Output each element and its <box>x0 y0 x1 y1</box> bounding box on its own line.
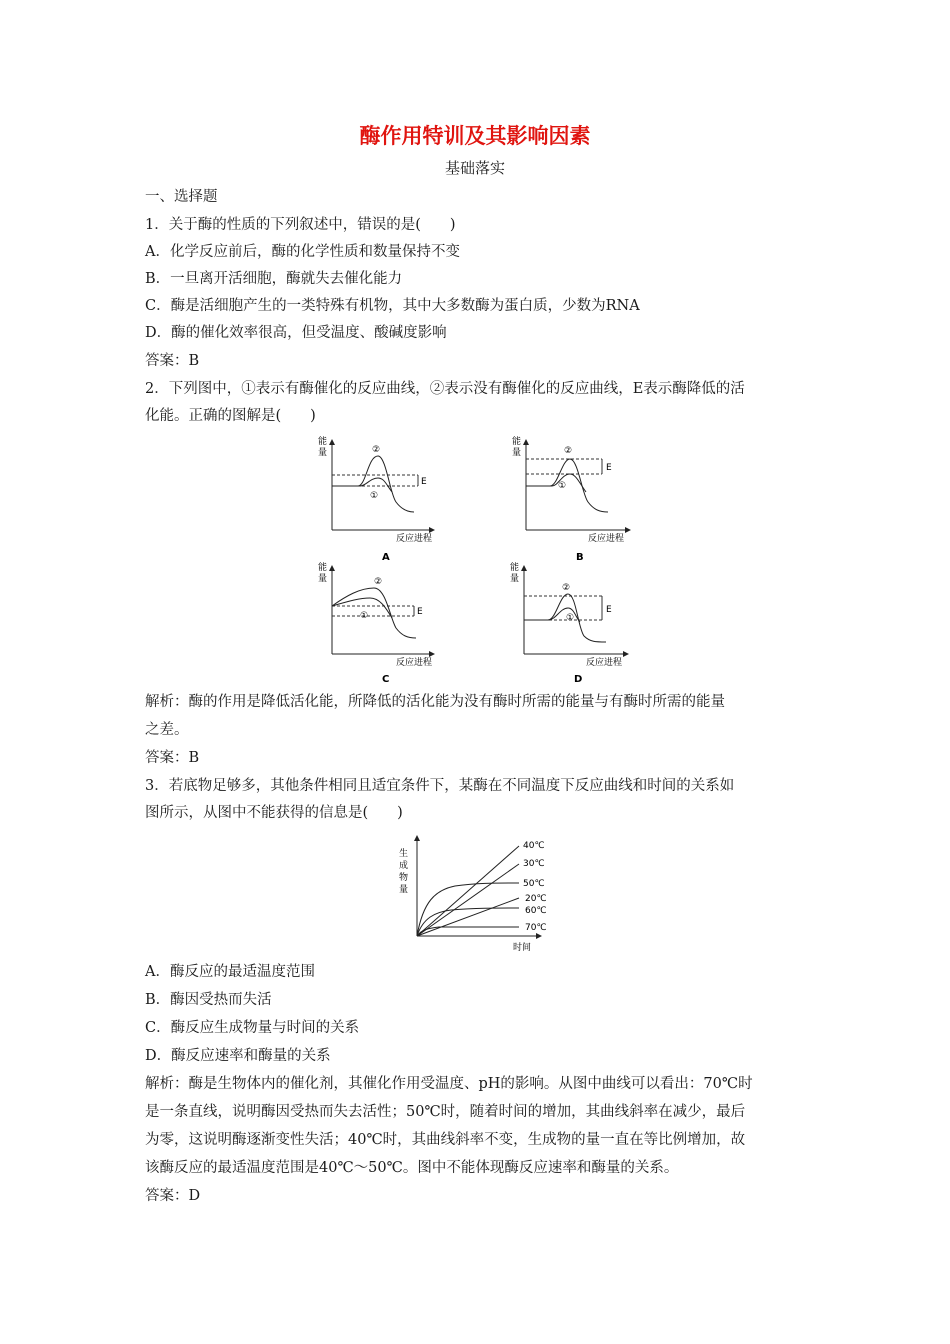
e-label: E <box>606 605 612 615</box>
panel-a-caption: A <box>382 552 390 563</box>
x-label: 反应进程 <box>586 658 623 668</box>
q3-analysis-line2: 是一条直线，说明酶因受热而失去活性；50℃时，随着时间的增加，其曲线斜率在减少，最后 <box>145 1104 746 1120</box>
q1-option-a: A．化学反应前后，酶的化学性质和数量保持不变 <box>145 244 460 260</box>
q2-analysis-line2: 之差。 <box>145 722 189 738</box>
panel-b <box>512 435 630 563</box>
q3-analysis-line3: 为零，这说明酶逐渐变性失活；40℃时，其曲线斜率不变，生成物的量一直在等比例增加，故 <box>145 1132 746 1148</box>
panel-a <box>318 435 434 563</box>
x-label: 反应进程 <box>396 658 433 668</box>
y-label-bottom: 量 <box>318 574 328 584</box>
q3-option-c: C．酶反应生成物量与时间的关系 <box>145 1020 360 1036</box>
q3-option-a: A．酶反应的最适温度范围 <box>145 964 315 980</box>
y-label-top: 能 <box>510 563 520 573</box>
x-label: 时间 <box>513 943 532 953</box>
y-label-bottom: 量 <box>318 448 328 458</box>
q1-option-b: B．一旦离开活细胞，酶就失去催化能力 <box>145 271 403 287</box>
panel-d <box>510 561 628 684</box>
q1-answer: 答案：B <box>145 353 200 369</box>
series-label-70c: 70℃ <box>525 923 547 933</box>
y-label-char: 物 <box>399 873 409 883</box>
q2-stem-line2: 化能。正确的图解是( ) <box>145 408 316 424</box>
q3-option-d: D．酶反应速率和酶量的关系 <box>145 1048 331 1064</box>
series-30c <box>417 864 519 936</box>
q2-answer: 答案：B <box>145 750 200 766</box>
curve-2-label: ② <box>564 446 573 456</box>
y-label-char: 生 <box>399 849 409 859</box>
y-label-char: 成 <box>399 861 409 871</box>
curve-1-label: ① <box>566 613 575 623</box>
q2-figure <box>300 432 640 684</box>
y-label-char: 量 <box>399 885 409 895</box>
y-label-top: 能 <box>512 437 522 447</box>
panel-b-caption: B <box>576 552 584 563</box>
q2-stem-line1: 2．下列图中，①表示有酶催化的反应曲线，②表示没有酶催化的反应曲线，E表示酶降低的活 <box>145 381 745 397</box>
e-label: E <box>417 607 423 617</box>
series-40c <box>417 846 519 936</box>
series-label-20c: 20℃ <box>525 894 547 904</box>
series-label-60c: 60℃ <box>525 906 547 916</box>
series-20c <box>417 898 519 936</box>
curve-2-label: ② <box>562 583 571 593</box>
q2-analysis-line1: 解析：酶的作用是降低活化能，所降低的活化能为没有酶时所需的能量与有酶时所需的能量 <box>145 694 725 710</box>
page-subtitle: 基础落实 <box>444 159 505 177</box>
x-label: 反应进程 <box>396 534 433 544</box>
q1-option-d: D．酶的催化效率很高，但受温度、酸碱度影响 <box>145 325 447 341</box>
q3-stem-line1: 3．若底物足够多，其他条件相同且适宜条件下，某酶在不同温度下反应曲线和时间的关系如 <box>145 778 735 794</box>
y-label-bottom: 量 <box>510 574 520 584</box>
q3-option-b: B．酶因受热而失活 <box>145 992 272 1008</box>
q3-analysis-line1: 解析：酶是生物体内的催化剂，其催化作用受温度、pH的影响。从图中曲线可以看出：70℃时 <box>145 1076 753 1092</box>
series-70c <box>417 927 519 936</box>
y-label-top: 能 <box>318 563 328 573</box>
curve-1-label: ① <box>558 481 567 491</box>
page-title: 酶作用特训及其影响因素 <box>359 124 591 148</box>
series-label-40c: 40℃ <box>523 841 545 851</box>
y-label-top: 能 <box>318 437 328 447</box>
panel-c <box>318 561 434 684</box>
curve-1-label: ① <box>360 611 369 621</box>
e-label: E <box>421 477 427 487</box>
q3-stem-line2: 图所示，从图中不能获得的信息是( ) <box>145 805 403 821</box>
series-label-30c: 30℃ <box>523 859 545 869</box>
series-label-50c: 50℃ <box>523 879 545 889</box>
curve-2-label: ② <box>372 445 381 455</box>
y-label-bottom: 量 <box>512 448 522 458</box>
panel-c-caption: C <box>382 674 390 684</box>
panel-d-caption: D <box>574 674 583 684</box>
e-label: E <box>606 463 612 473</box>
q1-option-c: C．酶是活细胞产生的一类特殊有机物，其中大多数酶为蛋白质，少数为RNA <box>145 298 640 314</box>
curve-2-label: ② <box>374 577 383 587</box>
x-label: 反应进程 <box>588 534 625 544</box>
q3-answer: 答案：D <box>145 1188 201 1204</box>
q1-stem: 1．关于酶的性质的下列叙述中，错误的是( ) <box>145 217 456 233</box>
q3-figure <box>395 832 565 956</box>
curve-1-label: ① <box>370 491 379 501</box>
section-heading: 一、选择题 <box>145 189 218 205</box>
q3-analysis-line4: 该酶反应的最适温度范围是40℃～50℃。图中不能体现酶反应速率和酶量的关系。 <box>145 1160 679 1176</box>
